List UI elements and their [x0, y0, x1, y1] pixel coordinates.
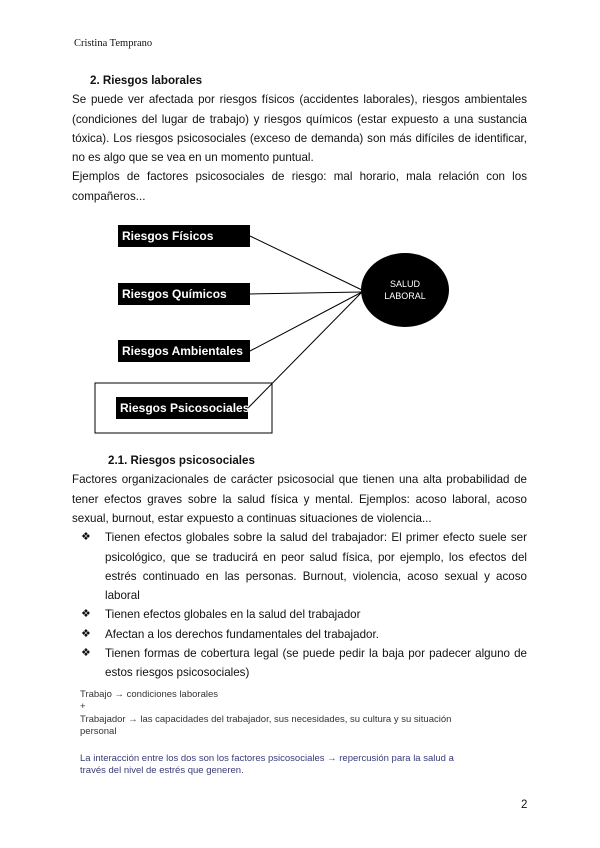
subsection-heading: 2.1. Riesgos psicosociales: [108, 454, 255, 468]
paragraph: Ejemplos de factores psicosociales de riesgo: mal horario, mala relación con los compañeros...: [72, 170, 527, 203]
box-label: Riesgos Físicos: [122, 229, 214, 244]
note-plus: +: [80, 701, 86, 713]
risk-diagram: [72, 206, 527, 451]
item-text: Tienen efectos globales sobre la salud del trabajador: El primer efecto suele ser psicológico, que se traducirá en peor salud física, por ejemplo, los efectos del estrés continuado en las personas. Burnout, violencia, acoso sexual y acoso laboral: [105, 531, 527, 603]
item-text: Afectan a los derechos fundamentales del trabajador.: [105, 627, 379, 641]
diamond-bullet-icon: ❖: [81, 608, 91, 621]
diamond-bullet-icon: ❖: [81, 647, 91, 660]
page-content: [72, 71, 527, 778]
note-line: Trabajo → condiciones laborales: [80, 688, 219, 700]
item-text: Tienen efectos globales en la salud del trabajador: [105, 608, 361, 622]
paragraph: Factores organizacionales de carácter psicosocial que tienen una alta probabilidad de tener efectos graves sobre la salud física y mental. Ejemplos: acoso laboral, acoso sexual, burnout, estar expuesto a continuas situaciones de violencia...: [72, 473, 527, 525]
bullet-list: [72, 528, 527, 682]
notes: [72, 689, 527, 778]
center-label: [370, 278, 440, 302]
paragraph: Se puede ver afectada por riesgos físicos (accidentes laborales), riesgos ambientales (condiciones del lugar de trabajo) y riesgos químicos (estar expuesto a una sustancia tóxica). Los riesgos psicosociales (exceso de demanda) son más difíciles de identificar, no es algo que se vea en un momento puntual.: [72, 93, 527, 165]
note-line: La interacción entre los dos son los factores psicosociales → repercusión para la salud a través del nivel de estrés que generen.: [80, 752, 454, 777]
note-line: Trabajador → las capacidades del trabajador, sus necesidades, su cultura y su situación personal: [80, 713, 452, 738]
center-line: SALUD: [389, 279, 420, 290]
item-text: Tienen formas de cobertura legal (se puede pedir la baja por padecer alguno de estos riesgos psicosociales): [105, 647, 527, 680]
section-heading: 2. Riesgos laborales: [90, 74, 203, 87]
center-line: LABORAL: [384, 291, 426, 302]
list-item: [72, 528, 527, 605]
page-header: Cristina Temprano: [74, 38, 153, 49]
list-item: [72, 625, 527, 644]
box-label: Riesgos Ambientales: [122, 344, 243, 359]
list-item: [72, 605, 527, 624]
diamond-bullet-icon: ❖: [81, 627, 91, 640]
page-number: 2: [521, 799, 528, 811]
list-item: [72, 644, 527, 683]
box-label: Riesgos Psicosociales: [120, 401, 250, 416]
box-label: Riesgos Químicos: [122, 287, 227, 302]
diamond-bullet-icon: ❖: [81, 531, 91, 544]
